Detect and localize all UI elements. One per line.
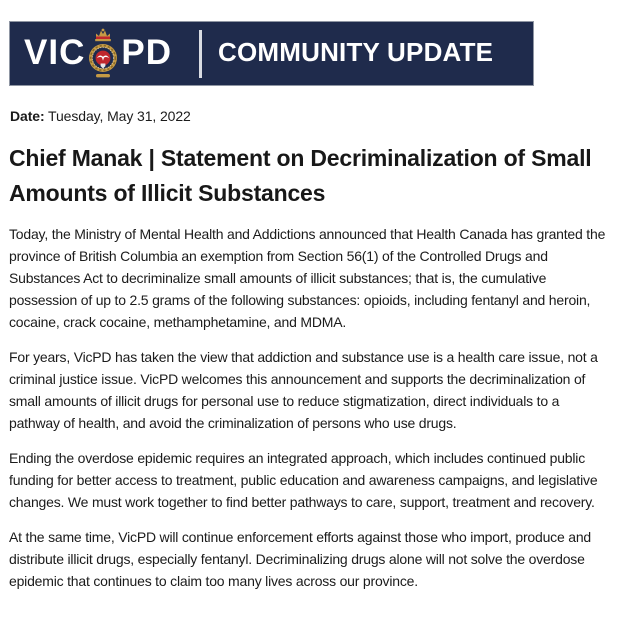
banner-divider <box>199 30 202 78</box>
date-value: Tuesday, May 31, 2022 <box>44 108 191 124</box>
paragraph-integrated-approach: Ending the overdose epidemic requires an integrated approach, which includes continued public funding for better access to treatment, public education and awareness campaigns, and legislative changes. We must work together to find better pathways to care, support, treatment and recovery. <box>9 450 598 510</box>
vicpd-logo <box>24 27 172 81</box>
banner-title: COMMUNITY UPDATE <box>217 37 494 67</box>
paragraph-enforcement: At the same time, VicPD will continue enforcement efforts against those who import, produce and distribute illicit drugs, especially fentanyl. Decriminalizing drugs alone will not solve the overdose epidemic that continues to claim too many lives across our province. <box>9 529 592 589</box>
date-line <box>10 108 622 124</box>
paragraph-announcement: Today, the Ministry of Mental Health and Addictions announced that Health Canada has granted the province of British Columbia an exemption from Section 56(1) of the Controlled Drugs and Substances Act to decriminalize small amounts of illicit substances; that is, the cumulative possession of up to 2.5 grams of the following substances: opioids, including fentanyl and heroin, cocaine, crack cocaine, methamphetamine, and MDMA. <box>9 226 606 330</box>
logo-text-pd: PD <box>121 33 172 72</box>
vicpd-crest-icon <box>88 27 118 81</box>
page-title: Chief Manak | Statement on Decriminalization of Small Amounts of Illicit Substances <box>9 145 592 206</box>
date-label: Date: <box>10 108 45 124</box>
logo-text-vic: VIC <box>24 33 86 72</box>
paragraph-vicpd-view: For years, VicPD has taken the view that addiction and substance use is a health care issue, not a criminal justice issue. VicPD welcomes this announcement and supports the decriminalization of small amounts of illicit drugs for personal use to reduce stigmatization, direct individuals to a pathway of health, and avoid the criminalization of persons who use drugs. <box>9 349 598 431</box>
community-update-banner <box>9 21 534 86</box>
